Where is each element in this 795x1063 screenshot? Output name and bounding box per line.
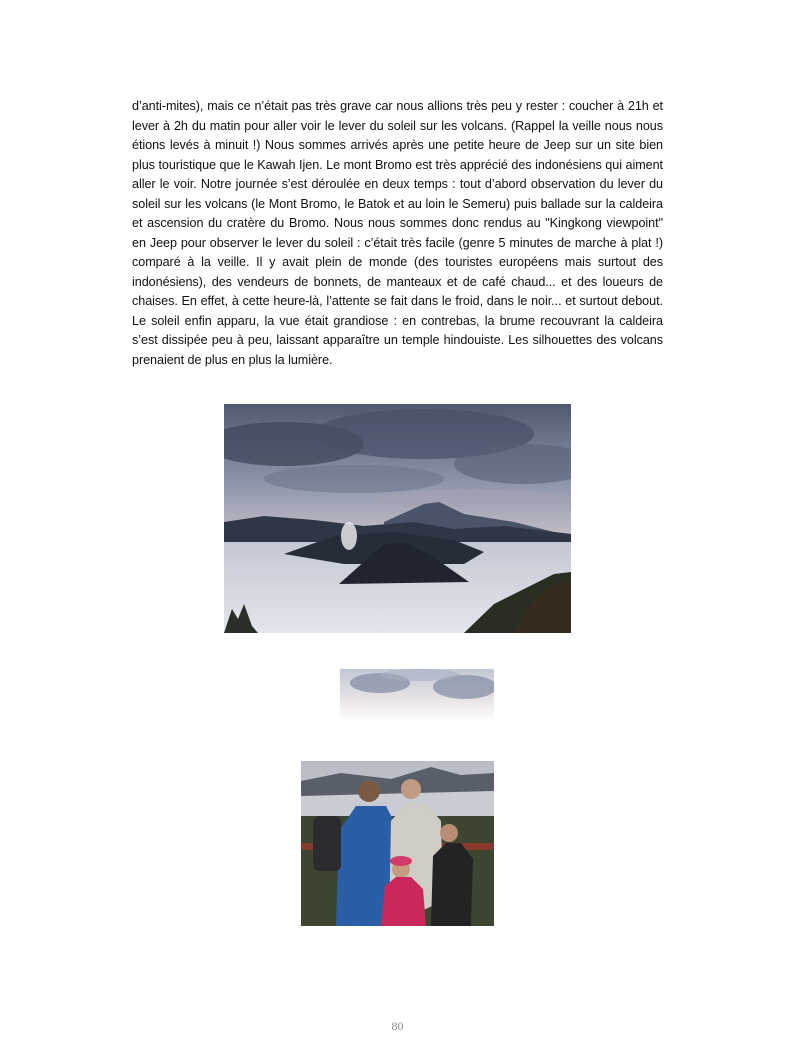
family-viewpoint-photo [301, 761, 494, 926]
bromo-landscape-photo [224, 404, 571, 633]
page-number: 80 [391, 1019, 404, 1033]
body-paragraph: d’anti-mites), mais ce n’était pas très grave car nous allions très peu y rester : coucher à 21h et lever à 2h du matin pour aller voir le lever du soleil sur les volcans. (Rappel la veille nous nous étions levés à minuit !) Nous sommes arrivés après une petite heure de Jeep sur un site bien plus touristique que le Kawah Ijen. Le mont Bromo est très apprécié des indonésiens qui aiment aller le voir. Notre journée s’est déroulée en deux temps : tout d’abord observation du lever du soleil sur les volcans (le Mont Bromo, le Batok et au loin le Semeru) puis ballade sur la caldeira et ascension du cratère du Bromo. Nous nous sommes donc rendus au "Kingkong viewpoint" en Jeep pour observer le lever du soleil : c’était très facile (genre 5 minutes de marche à plat !) comparé à la veille. Il y avait plein de monde (des touristes européens mais surtout des indonésiens), des vendeurs de bonnets, de manteaux et de café chaud... et des loueurs de chaises. En effet, à cette heure-là, l’attente se fait dans le froid, dans le noir... et surtout debout. Le soleil enfin apparu, la vue était grandiose : en contrebas, la brume recouvrant la caldeira s’est dissipée peu à peu, laissant apparaître un temple hindouiste. Les silhouettes des volcans prenaient de plus en plus la lumière. [132, 99, 663, 367]
sky-clouds-photo [340, 669, 494, 721]
